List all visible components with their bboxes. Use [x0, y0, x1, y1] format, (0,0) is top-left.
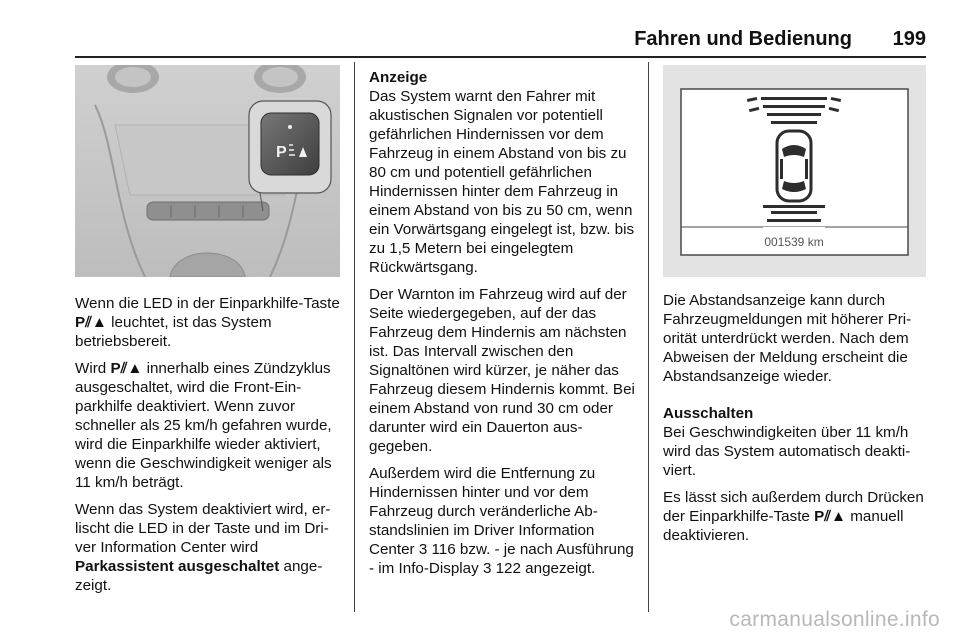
section-heading: Anzeige — [369, 69, 428, 86]
paragraph: Es lässt sich außerdem durch Drücken der Einparkhilfe-Taste P⫽▲ manuell deaktivieren. — [663, 489, 924, 544]
figure-park-assist-button — [75, 65, 340, 277]
park-assist-symbol-icon: P⫽▲ — [110, 360, 143, 377]
paragraph: Wird P⫽▲ innerhalb eines Zündzyklus ausgeschaltet, wird die Front-Einparkhilfe deaktiviert. Wenn zuvor schneller als 25 km/h gefahren wurde, wird die Einparkhilfe wieder aktiviert, wenn die Geschwindigkeit weniger als 11 km/h beträgt. — [75, 360, 332, 491]
page-reference-link[interactable]: 3 122 — [482, 560, 521, 577]
paragraph: Wenn die LED in der Einparkhilfe-Taste P⫽▲ leuchtet, ist das System betriebsbereit. — [75, 295, 340, 350]
paragraph: Die Abstandsanzeige kann durch Fahrzeugmeldungen mit höherer Priorität unterdrückt werden. Nach dem Abweisen der Meldung erscheint die Abstandsanzeige wieder. — [663, 292, 912, 385]
svg-text:001539 km: 001539 km — [764, 235, 824, 249]
page-header — [0, 0, 960, 60]
page-number: 199 — [892, 28, 926, 50]
page-reference-link[interactable]: 3 116 — [418, 541, 456, 558]
header-rule — [75, 56, 926, 58]
column-divider-1 — [354, 62, 355, 612]
paragraph: Der Warnton im Fahrzeug wird auf der Seite wiedergegeben, auf der das Fahrzeug dem Hindernis am nächsten ist. Das Intervall zwischen den Signaltönen wird kürzer, je näher das Fahrzeug diesem Hindernis kommt. Bei einem Abstand von rund 30 cm oder darunter wird ein Dauerton ausgegeben. — [369, 286, 635, 455]
paragraph: Wenn das System deaktiviert wird, erlischt die LED in der Taste und im Driver Information Center wird Parkassistent ausgeschaltet angezeigt. — [75, 501, 331, 594]
column-3 — [663, 291, 931, 553]
paragraph: Ausschalten Bei Geschwindigkeiten über 11 km/h wird das System automatisch deaktiviert. — [663, 404, 931, 480]
park-assist-symbol-icon: P⫽▲ — [814, 508, 847, 525]
svg-text:P: P — [276, 144, 287, 161]
park-assist-button-icon — [75, 65, 340, 277]
watermark[interactable]: carmanualsonline.info — [729, 608, 940, 631]
paragraph: Außerdem wird die Entfernung zu Hindernissen hinter und vor dem Fahrzeug durch veränderliche Abstandslinien im Driver Information Center 3 116 bzw. - je nach Ausführung - im Info-Display 3 122 angezeigt. — [369, 465, 634, 577]
figure-distance-display — [663, 65, 926, 277]
park-assist-symbol-icon: P⫽▲ — [75, 314, 107, 331]
column-divider-2 — [648, 62, 649, 612]
column-2 — [369, 68, 637, 586]
column-1 — [75, 294, 343, 603]
chapter-title: Fahren und Bedienung — [634, 28, 852, 50]
parking-distance-display-icon — [663, 65, 926, 277]
paragraph: Anzeige Das System warnt den Fahrer mit akustischen Signalen vor potentiell gefährlichen Hindernissen vor dem Fahrzeug in einem Abstand von bis zu 80 cm und potentiell gefährlichen Hindernissen hinter dem Fahrzeug in einem Abstand von bis zu 50 cm, wenn ein Vorwärtsgang eingelegt ist, bzw. bis zu 1,5 Metern bei eingelegtem Rückwärtsgang. — [369, 68, 637, 277]
section-heading: Ausschalten — [663, 405, 754, 422]
